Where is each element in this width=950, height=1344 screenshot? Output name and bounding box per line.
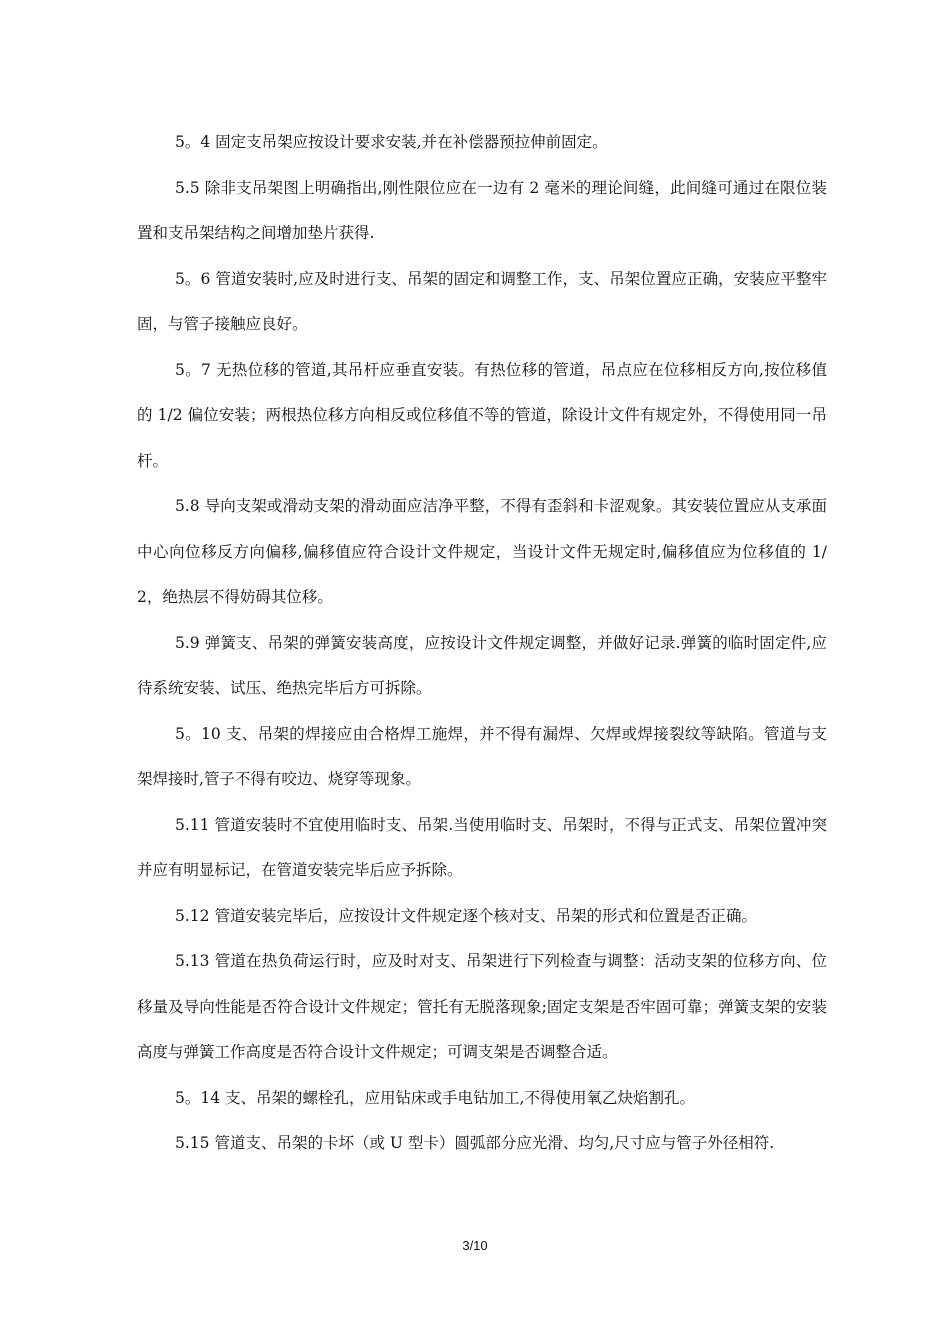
- paragraph-5-10: 5。10 支、吊架的焊接应由合格焊工施焊，并不得有漏焊、欠焊或焊接裂纹等缺陷。管道与支架焊接时,管子不得有咬边、烧穿等现象。: [137, 724, 827, 788]
- paragraph-5-13: 5.13 管道在热负荷运行时，应及时对支、吊架进行下列检查与调整：活动支架的位移方向、位移量及导向性能是否符合设计文件规定；管托有无脱落现象;固定支架是否牢固可靠；弹簧支架的安装高度与弹簧工作高度是否符合设计文件规定；可调支架是否调整合适。: [137, 952, 827, 1061]
- page-number: 3/10: [462, 1238, 488, 1253]
- paragraph-5-5: 5.5 除非支吊架图上明确指出,刚性限位应在一边有 2 毫米的理论间缝，此间缝可通过在限位装置和支吊架结构之间增加垫片获得.: [137, 178, 827, 242]
- paragraph-5-15: 5.15 管道支、吊架的卡坏（或 U 型卡）圆弧部分应光滑、均匀,尺寸应与管子外径相符.: [175, 1134, 775, 1152]
- paragraph-5-9: 5.9 弹簧支、吊架的弹簧安装高度，应按设计文件规定调整，并做好记录.弹簧的临时固定件,应待系统安装、试压、绝热完毕后方可拆除。: [137, 633, 827, 697]
- paragraph-5-14: 5。14 支、吊架的螺栓孔，应用钻床或手电钻加工,不得使用氧乙炔焰割孔。: [175, 1088, 695, 1107]
- paragraph-5-11: 5.11 管道安装时不宜使用临时支、吊架.当使用临时支、吊架时，不得与正式支、吊架位置冲突并应有明显标记，在管道安装完毕后应予拆除。: [137, 815, 827, 879]
- paragraph-5-12: 5.12 管道安装完毕后，应按设计文件规定逐个核对支、吊架的形式和位置是否正确。: [175, 906, 757, 925]
- paragraph-5-8: 5.8 导向支架或滑动支架的滑动面应洁净平整，不得有歪斜和卡涩观象。其安装位置应从支承面中心向位移反方向偏移,偏移值应符合设计文件规定，当设计文件无规定时,偏移值应为位移值的 1/2，绝热层不得妨碍其位移。: [137, 497, 827, 606]
- paragraph-5-4: 5。4 固定支吊架应按设计要求安装,并在补偿器预拉伸前固定。: [175, 133, 608, 151]
- paragraph-5-7: 5。7 无热位移的管道,其吊杆应垂直安装。有热位移的管道，吊点应在位移相反方向,按位移值的 1/2 偏位安装；两根热位移方向相反或位移值不等的管道，除设计文件有规定外，不得使用同一吊杆。: [137, 360, 827, 470]
- paragraph-5-6: 5。6 管道安装时,应及时进行支、吊架的固定和调整工作，支、吊架位置应正确，安装应平整牢固，与管子接触应良好。: [137, 269, 827, 333]
- document-body: [137, 120, 827, 1167]
